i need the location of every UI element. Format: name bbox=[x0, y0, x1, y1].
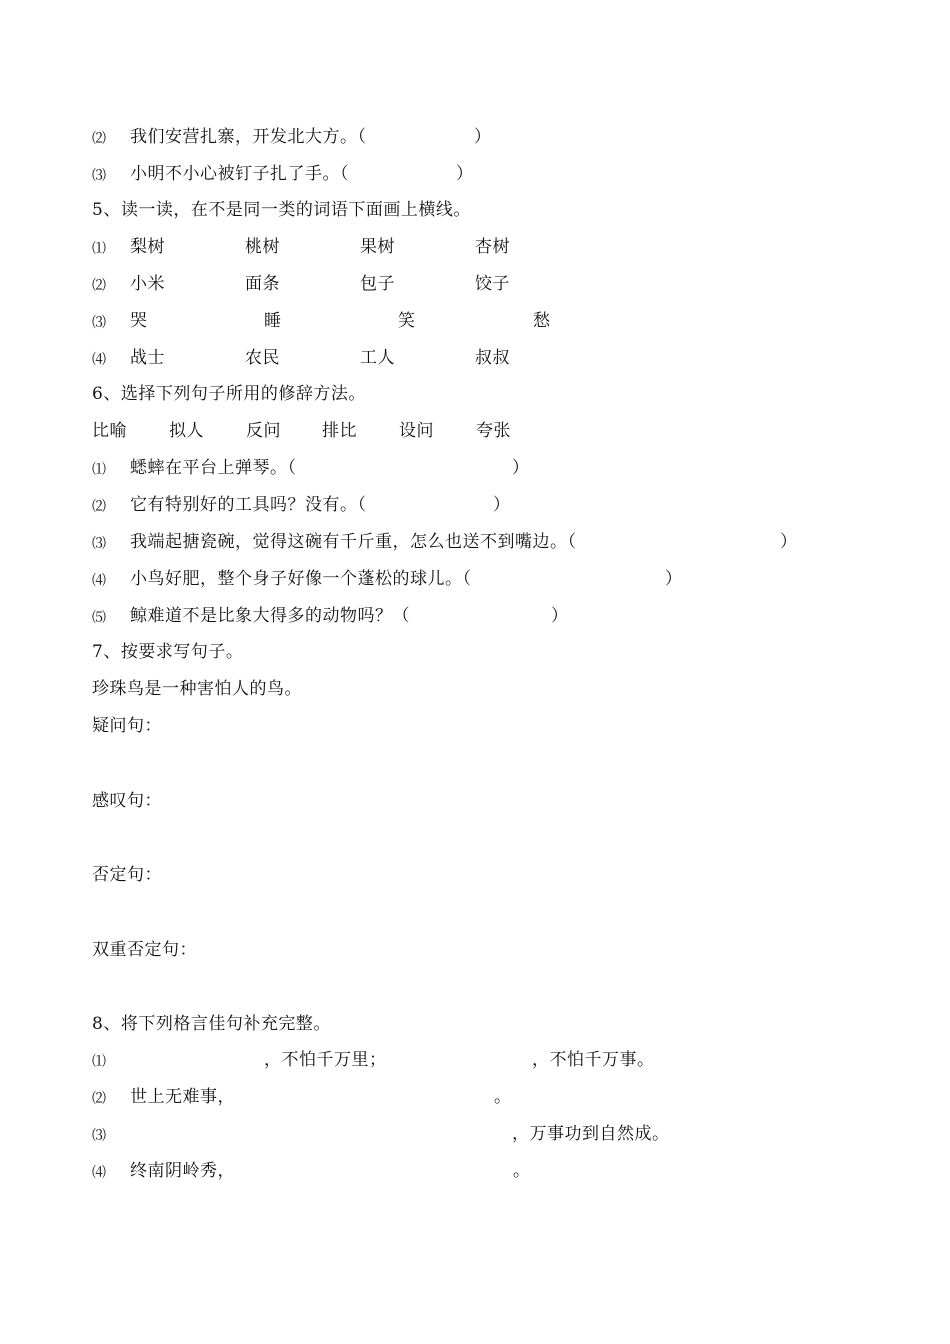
item-text: ，不怕千万里； bbox=[264, 1050, 387, 1070]
q7-prompt-question: 疑问句： bbox=[92, 716, 162, 736]
item-text: 小明不小心被钉子扎了手。（ bbox=[130, 164, 349, 184]
item-number: ⑵ bbox=[92, 499, 107, 515]
option-word: 设问 bbox=[399, 421, 434, 441]
item-number: ⑴ bbox=[92, 241, 107, 257]
item-number: ⑷ bbox=[92, 573, 107, 589]
item-number: ⑸ bbox=[92, 610, 107, 626]
option-word: 排比 bbox=[322, 421, 357, 441]
q7-sentence: 珍珠鸟是一种害怕人的鸟。 bbox=[92, 679, 302, 699]
word: 果树 bbox=[360, 237, 395, 257]
item-text: 终南阴岭秀， bbox=[130, 1161, 235, 1181]
option-word: 拟人 bbox=[169, 421, 204, 441]
answer-paren-close: ） bbox=[780, 532, 798, 552]
word: 农民 bbox=[245, 348, 280, 368]
item-number: ⑶ bbox=[92, 168, 107, 184]
item-text: 小鸟好肥，整个身子好像一个蓬松的球儿。（ bbox=[130, 569, 472, 589]
answer-paren-close: ） bbox=[474, 127, 492, 147]
word: 小米 bbox=[130, 274, 165, 294]
item-text: 。 bbox=[513, 1161, 531, 1181]
item-text: 蟋蟀在平台上弹琴。（ bbox=[130, 458, 297, 478]
word: 饺子 bbox=[475, 274, 510, 294]
q7-title: 7、按要求写句子。 bbox=[92, 642, 244, 662]
item-number: ⑶ bbox=[92, 1128, 107, 1144]
option-word: 夸张 bbox=[476, 421, 511, 441]
item-number: ⑷ bbox=[92, 352, 107, 368]
item-text: 世上无难事， bbox=[130, 1087, 235, 1107]
word: 工人 bbox=[360, 348, 395, 368]
option-word: 比喻 bbox=[92, 421, 127, 441]
answer-paren-close: ） bbox=[665, 569, 683, 589]
word: 睡 bbox=[264, 311, 282, 331]
answer-paren-close: ） bbox=[456, 164, 474, 184]
item-number: ⑵ bbox=[92, 131, 107, 147]
word: 杏树 bbox=[475, 237, 510, 257]
item-text: 。 bbox=[494, 1087, 512, 1107]
item-text: 我端起搪瓷碗，觉得这碗有千斤重，怎么也送不到嘴边。（ bbox=[130, 532, 577, 552]
item-number: ⑶ bbox=[92, 315, 107, 331]
word: 梨树 bbox=[130, 237, 165, 257]
word: 桃树 bbox=[245, 237, 280, 257]
q7-prompt-double-negative: 双重否定句： bbox=[92, 940, 197, 960]
item-number: ⑴ bbox=[92, 462, 107, 478]
word: 愁 bbox=[533, 311, 551, 331]
item-number: ⑵ bbox=[92, 278, 107, 294]
item-text: ，万事功到自然成。 bbox=[512, 1124, 670, 1144]
item-number: ⑴ bbox=[92, 1054, 107, 1070]
item-text: ，不怕千万事。 bbox=[532, 1050, 655, 1070]
word: 包子 bbox=[360, 274, 395, 294]
word: 战士 bbox=[130, 348, 165, 368]
item-number: ⑷ bbox=[92, 1165, 107, 1181]
answer-paren-close: ） bbox=[493, 495, 511, 515]
word: 哭 bbox=[130, 311, 148, 331]
q5-title: 5、读一读，在不是同一类的词语下面画上横线。 bbox=[92, 200, 471, 220]
option-word: 反问 bbox=[246, 421, 281, 441]
answer-paren-close: ） bbox=[512, 458, 530, 478]
q6-title: 6、选择下列句子所用的修辞方法。 bbox=[92, 384, 366, 404]
q8-title: 8、将下列格言佳句补充完整。 bbox=[92, 1014, 331, 1034]
word: 笑 bbox=[398, 311, 416, 331]
answer-paren-close: ） bbox=[551, 606, 569, 626]
word: 面条 bbox=[245, 274, 280, 294]
item-number: ⑶ bbox=[92, 536, 107, 552]
item-text: 我们安营扎寨，开发北大方。（ bbox=[130, 127, 367, 147]
item-number: ⑵ bbox=[92, 1091, 107, 1107]
item-text: 鲸难道不是比象大得多的动物吗？（ bbox=[130, 606, 410, 626]
item-text: 它有特别好的工具吗？没有。（ bbox=[130, 495, 367, 515]
q7-prompt-exclamation: 感叹句： bbox=[92, 791, 162, 811]
word: 叔叔 bbox=[475, 348, 510, 368]
q7-prompt-negative: 否定句： bbox=[92, 865, 162, 885]
